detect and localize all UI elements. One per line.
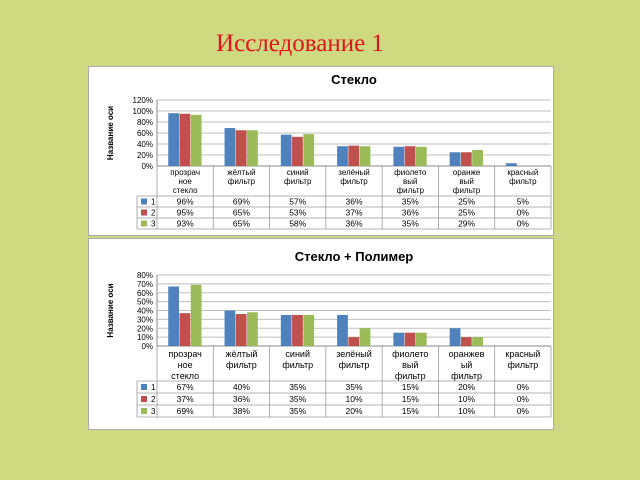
glass-polymer-data-label: 35%	[289, 406, 307, 416]
glass-category-label: ное	[178, 177, 192, 186]
glass-ytick-label: 20%	[136, 151, 153, 160]
glass-bar-s1	[393, 147, 404, 166]
glass-polymer-data-label: 36%	[232, 394, 250, 404]
glass-polymer-data-label: 0%	[516, 406, 530, 416]
glass-bar-s1	[168, 113, 179, 166]
glass-polymer-data-label: 37%	[176, 394, 194, 404]
glass-polymer-ytick-label: 40%	[136, 306, 153, 316]
glass-polymer-bar-s1	[225, 311, 236, 347]
glass-polymer-data-label: 69%	[176, 406, 194, 416]
glass-bar-s3	[416, 147, 427, 166]
glass-ytick-label: 80%	[136, 118, 153, 127]
glass-polymer-bar-s3	[416, 333, 427, 346]
slide-title: Исследование 1	[216, 30, 384, 57]
glass-polymer-data-label: 10%	[458, 394, 476, 404]
glass-polymer-bar-s1	[168, 287, 179, 346]
glass-data-label: 65%	[232, 218, 250, 229]
glass-polymer-data-label: 0%	[516, 382, 530, 392]
glass-polymer-data-label: 38%	[232, 406, 250, 416]
glass-data-label: 69%	[232, 196, 250, 207]
glass-bar-s3	[303, 134, 314, 166]
glass-polymer-bar-s2	[461, 337, 472, 346]
glass-category-label: вый	[403, 177, 418, 186]
glass-polymer-legend-label: 3	[151, 407, 156, 416]
glass-polymer-bar-s1	[337, 315, 348, 346]
glass-bar-s2	[236, 130, 247, 166]
glass-data-label: 5%	[516, 196, 530, 207]
chart-glass-polymer	[89, 239, 553, 429]
glass-bar-s1	[450, 152, 461, 166]
glass-polymer-category-label: фильтр	[226, 360, 257, 370]
glass-polymer-bar-s2	[348, 337, 359, 346]
glass-polymer-category-label: ное	[177, 360, 193, 370]
glass-data-label: 36%	[345, 218, 363, 229]
glass-polymer-category-label: жёлтый	[225, 349, 258, 359]
glass-polymer-category-label: синий	[285, 349, 310, 359]
glass-polymer-data-label: 67%	[176, 382, 194, 392]
glass-polymer-bar-s3	[303, 315, 314, 346]
glass-polymer-bar-s3	[247, 312, 258, 346]
glass-data-label: 25%	[458, 196, 476, 207]
glass-polymer-ytick-label: 20%	[136, 324, 153, 334]
glass-polymer-data-label: 40%	[232, 382, 250, 392]
glass-polymer-category-label: прозрач	[168, 349, 202, 359]
glass-polymer-category-label: фильтр	[282, 360, 314, 370]
glass-data-label: 36%	[401, 207, 419, 218]
glass-bar-s2	[405, 146, 416, 166]
glass-category-label: фиолето	[394, 168, 427, 177]
glass-data-label: 25%	[458, 207, 476, 218]
glass-polymer-legend-label: 1	[151, 383, 156, 392]
glass-polymer-ylabel: Название оси	[106, 283, 115, 338]
glass-polymer-category-label: фильтр	[338, 360, 370, 370]
glass-polymer-ytick-label: 30%	[136, 315, 153, 325]
glass-data-label: 37%	[345, 207, 363, 218]
glass-polymer-legend-key-1	[141, 384, 147, 390]
glass-data-label: 35%	[401, 218, 419, 229]
glass-polymer-legend-key-2	[141, 396, 147, 402]
glass-category-label: прозрач	[170, 168, 200, 177]
glass-category-label: фильтр	[227, 177, 256, 186]
glass-polymer-category-label: зелёный	[336, 349, 372, 359]
glass-polymer-ytick-label: 60%	[136, 288, 153, 298]
glass-data-label: 29%	[458, 218, 476, 229]
glass-data-label: 93%	[176, 218, 194, 229]
glass-bar-s2	[348, 146, 359, 166]
glass-bar-s1	[225, 128, 236, 166]
glass-polymer-category-label: фильтр	[507, 360, 539, 370]
glass-category-label: фильтр	[284, 177, 312, 186]
glass-category-label: жёлтый	[227, 168, 256, 177]
glass-polymer-bar-s2	[180, 313, 191, 346]
glass-bar-s3	[360, 146, 371, 166]
glass-ylabel: Название оси	[106, 105, 115, 161]
chart-glass-polymer-panel	[88, 238, 554, 430]
glass-data-label: 95%	[176, 207, 194, 218]
glass-polymer-data-label: 35%	[289, 394, 307, 404]
glass-bar-s1	[506, 163, 517, 166]
glass-polymer-bar-s3	[191, 285, 202, 346]
glass-data-label: 65%	[232, 207, 250, 218]
glass-polymer-category-label: оранжев	[448, 349, 485, 359]
glass-polymer-data-label: 10%	[458, 406, 476, 416]
glass-polymer-legend-key-3	[141, 408, 147, 414]
glass-polymer-category-label: ый	[460, 360, 473, 370]
glass-polymer-category-label: фиолето	[392, 349, 429, 359]
glass-polymer-bar-s1	[450, 328, 461, 346]
glass-bar-s2	[461, 152, 472, 166]
glass-bar-s3	[472, 150, 483, 166]
glass-legend-key-1	[141, 199, 147, 205]
glass-category-label: оранже	[452, 168, 481, 177]
glass-ytick-label: 40%	[136, 140, 153, 149]
glass-category-label: вый	[459, 177, 474, 186]
glass-polymer-bar-s3	[472, 337, 483, 346]
glass-data-label: 36%	[345, 196, 363, 207]
glass-polymer-ytick-label: 10%	[136, 333, 153, 343]
glass-data-label: 35%	[401, 196, 419, 207]
glass-polymer-bar-s2	[236, 314, 247, 346]
glass-category-label: фильтр	[396, 186, 424, 195]
glass-polymer-data-label: 10%	[345, 394, 363, 404]
glass-legend-key-2	[141, 210, 147, 216]
glass-polymer-ytick-label: 50%	[136, 297, 153, 307]
glass-data-label: 57%	[289, 196, 307, 207]
glass-polymer-data-label: 0%	[516, 394, 530, 404]
glass-data-label: 53%	[289, 207, 307, 218]
glass-bar-s3	[247, 130, 258, 166]
glass-legend-label: 1	[151, 197, 156, 207]
glass-category-label: фильтр	[509, 177, 537, 186]
glass-polymer-bar-s1	[393, 333, 404, 346]
glass-polymer-category-label: фильтр	[451, 371, 482, 381]
glass-polymer-data-label: 15%	[401, 394, 419, 404]
glass-polymer-bar-s2	[405, 333, 416, 346]
glass-legend-label: 2	[151, 208, 156, 218]
chart-glass	[89, 67, 553, 235]
glass-polymer-data-label: 20%	[345, 406, 363, 416]
glass-legend-label: 3	[151, 219, 156, 229]
glass-polymer-category-label: красный	[505, 349, 541, 359]
glass-bar-s1	[337, 146, 348, 166]
glass-polymer-data-label: 35%	[289, 382, 307, 392]
glass-ytick-label: 0%	[141, 162, 153, 171]
glass-data-label: 58%	[289, 218, 307, 229]
glass-polymer-ytick-label: 70%	[136, 279, 153, 289]
glass-bar-s1	[281, 135, 292, 166]
glass-polymer-bar-s1	[281, 315, 292, 346]
glass-polymer-data-label: 35%	[345, 382, 363, 392]
glass-polymer-bar-s3	[360, 328, 371, 346]
glass-polymer-category-label: вый	[402, 360, 419, 370]
glass-category-label: зелёный	[338, 168, 370, 177]
glass-category-label: синий	[286, 168, 309, 177]
glass-ytick-label: 60%	[136, 129, 153, 138]
glass-bar-s3	[191, 115, 202, 166]
glass-category-label: стекло	[172, 186, 198, 195]
glass-polymer-ytick-label: 0%	[141, 342, 153, 351]
glass-ytick-label: 120%	[132, 96, 153, 105]
glass-legend-key-3	[141, 221, 147, 227]
glass-polymer-data-label: 15%	[401, 382, 419, 392]
glass-category-label: фильтр	[452, 186, 481, 195]
glass-title: Стекло	[331, 72, 377, 87]
glass-polymer-data-label: 20%	[458, 382, 476, 392]
glass-ytick-label: 100%	[132, 107, 153, 116]
chart-glass-panel	[88, 66, 554, 236]
glass-polymer-ytick-label: 80%	[136, 271, 153, 280]
glass-polymer-title: Стекло + Полимер	[294, 249, 414, 264]
glass-polymer-legend-label: 2	[151, 395, 156, 404]
glass-polymer-category-label: фильтр	[394, 371, 426, 381]
glass-bar-s2	[180, 114, 191, 166]
glass-bar-s2	[292, 137, 303, 166]
glass-data-label: 0%	[516, 207, 530, 218]
glass-category-label: фильтр	[340, 177, 368, 186]
glass-data-label: 96%	[176, 196, 194, 207]
glass-polymer-data-label: 15%	[401, 406, 419, 416]
glass-data-label: 0%	[516, 218, 530, 229]
glass-category-label: красный	[507, 168, 539, 177]
glass-polymer-category-label: стекло	[171, 371, 200, 381]
glass-polymer-bar-s2	[292, 315, 303, 346]
